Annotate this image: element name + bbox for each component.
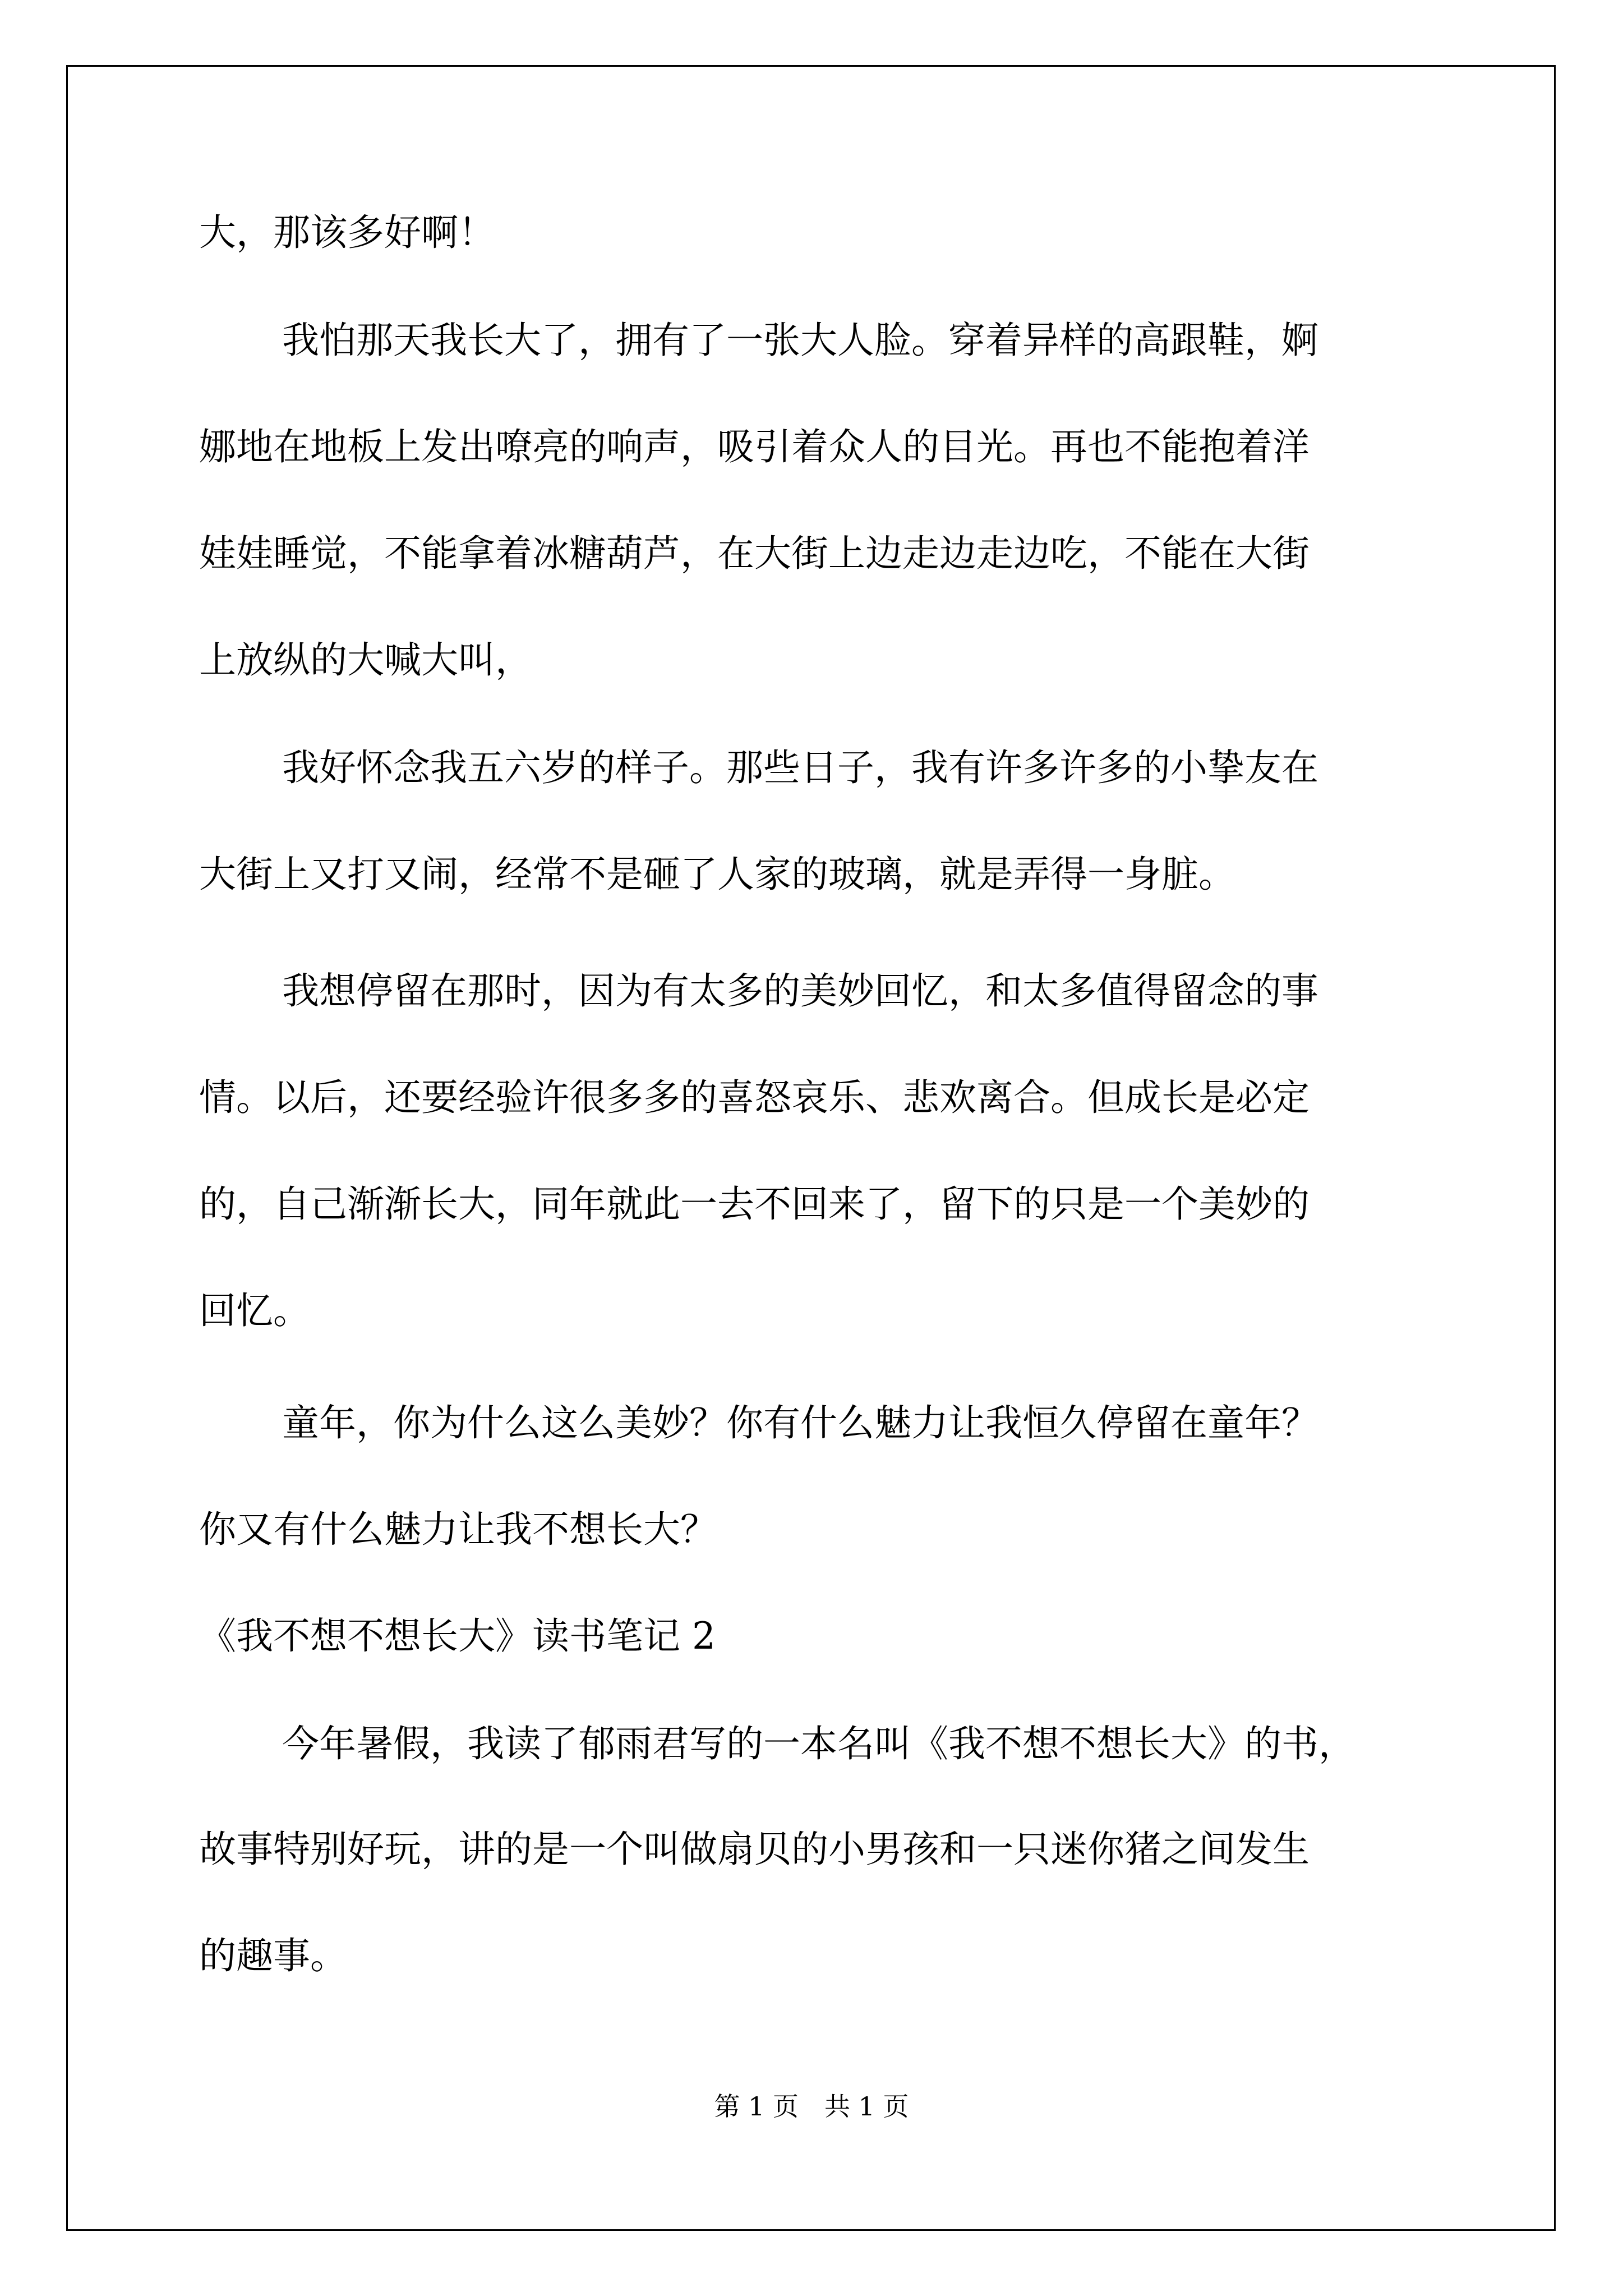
paragraph-line: 情。以后，还要经验许很多多的喜怒哀乐、悲欢离合。但成长是必定 <box>199 1076 1310 1119</box>
paragraph-line: 我好怀念我五六岁的样子。那些日子，我有许多许多的小挚友在 <box>282 746 1318 789</box>
section-heading: 《我不想不想长大》读书笔记 2 <box>199 1614 716 1658</box>
paragraph-line: 我怕那天我长大了，拥有了一张大人脸。穿着异样的高跟鞋，婀 <box>282 319 1318 362</box>
paragraph-line: 故事特别好玩，讲的是一个叫做扇贝的小男孩和一只迷你猪之间发生 <box>199 1828 1310 1871</box>
paragraph-line: 娃娃睡觉，不能拿着冰糖葫芦，在大街上边走边走边吃，不能在大街 <box>199 532 1310 575</box>
page-footer: 第 1 页 共 1 页 <box>714 2091 909 2122</box>
paragraph-line: 你又有什么魅力让我不想长大？ <box>199 1508 717 1551</box>
paragraph-line: 大街上又打又闹，经常不是砸了人家的玻璃，就是弄得一身脏。 <box>199 853 1235 896</box>
paragraph-line: 娜地在地板上发出嘹亮的响声，吸引着众人的目光。再也不能抱着洋 <box>199 425 1310 468</box>
paragraph-line: 我想停留在那时，因为有太多的美妙回忆，和太多值得留念的事 <box>282 969 1318 1013</box>
paragraph-line: 上放纵的大喊大叫， <box>199 638 532 682</box>
paragraph-line: 童年，你为什么这么美妙？你有什么魅力让我恒久停留在童年？ <box>282 1401 1318 1444</box>
paragraph-line: 的，自己渐渐长大，同年就此一去不回来了，留下的只是一个美妙的 <box>199 1182 1310 1226</box>
paragraph-line: 大，那该多好啊！ <box>199 211 495 254</box>
paragraph-line: 的趣事。 <box>199 1934 347 1977</box>
paragraph-line: 回忆。 <box>199 1289 310 1332</box>
paragraph-line: 今年暑假，我读了郁雨君写的一本名叫《我不想不想长大》的书， <box>282 1722 1355 1765</box>
page-border <box>66 65 1556 2231</box>
